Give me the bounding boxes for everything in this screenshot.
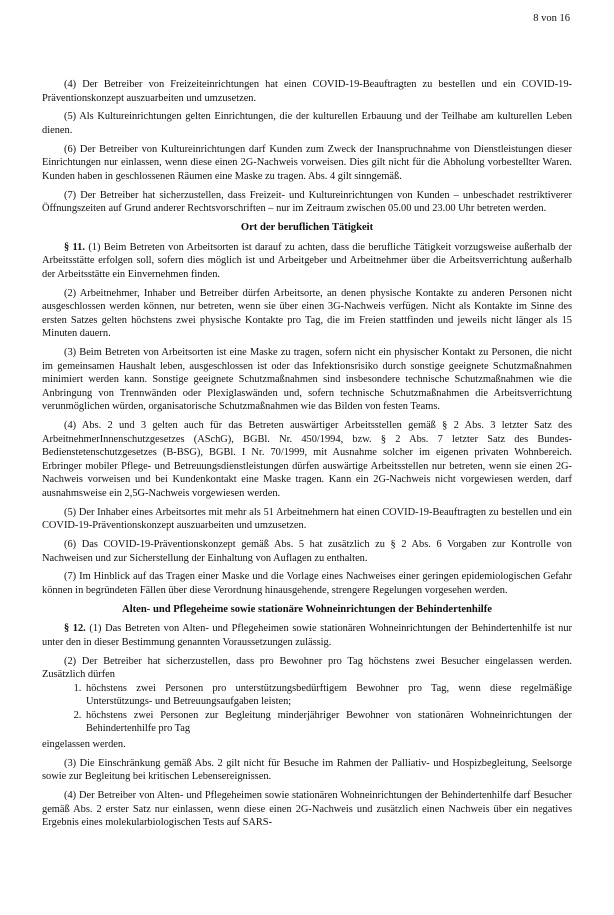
section-heading: Ort der beruflichen Tätigkeit [240, 222, 374, 234]
paragraph: (3) Beim Betreten von Arbeitsorten ist eine Maske zu tragen, sofern nicht ein physischer Kontakt zu Personen, die nicht im gemeinsamen Haushalt leben, ausgeschlossen ist oder das Infektionsrisiko durch sonstige geeignete Schutzmaßnahmen minimiert werden kann. Sonstige geeignete Schutzmaßnahmen sind insbesondere technische Schutzmaßnahmen wie die Anbringung von Trennwänden oder Plexiglaswänden und, sofern technische Schutzmaßnahmen die Arbeitsverrichtung verunmöglichen würden, organisatorische Schutzmaßnahmen wie das Bilden von festen Teams. [42, 347, 572, 413]
paragraph: (6) Das COVID-19-Präventionskonzept gemäß Abs. 5 hat zusätzlich zu § 2 Abs. 6 Vorgaben zur Kontrolle von Nachweisen und zur Sicherstellung der Einhaltung von Auflagen zu enthalten. [42, 539, 572, 564]
list-item: 1. höchstens zwei Personen pro unterstützungsbedürftigem Bewohner pro Tag, wenn diese regelmäßige Unterstützungs- und Betreuungsaufgaben leisten; [84, 682, 572, 709]
section-heading: Alten- und Pflegeheime sowie stationäre Wohneinrichtungen der Behindertenhilfe [122, 603, 492, 615]
paragraph: (4) Der Betreiber von Freizeiteinrichtungen hat einen COVID-19-Beauftragten zu bestellen und ein COVID-19-Präventionskonzept auszuarbeiten und umzusetzen. [42, 79, 572, 104]
paragraph: (7) Der Betreiber hat sicherzustellen, dass Freizeit- und Kultureinrichtungen von Kunden – unbeschadet restriktiverer Öffnungszeiten auf Grund anderer Rechtsvorschriften – nur im Zeitraum zwischen 05.00 und 23.00 Uhr betreten werden. [42, 189, 572, 215]
document-body [42, 78, 572, 835]
paragraph-text: (1) Das Betreten von Alten- und Pflegeheimen sowie stationären Wohneinrichtungen der Behindertenhilfe ist nur unter den in dieser Bestimmung genannten Voraussetzungen zulässig. [42, 623, 573, 648]
paragraph: (5) Der Inhaber eines Arbeitsortes mit mehr als 51 Arbeitnehmern hat einen COVID-19-Beauftragten zu bestellen und ein COVID-19-Präventionskonzept auszuarbeiten und umzusetzen. [42, 506, 572, 532]
paragraph: (3) Die Einschränkung gemäß Abs. 2 gilt nicht für Besuche im Rahmen der Palliativ- und Hospizbegleitung, Seelsorge sowie zur Begleitung bei kritischen Lebensereignissen. [42, 757, 572, 783]
list-item: 2. höchstens zwei Personen zur Begleitung minderjähriger Bewohner von stationären Wohneinrichtungen der Behindertenhilfe pro Tag [84, 709, 572, 736]
paragraph: eingelassen werden. [42, 738, 126, 750]
paragraph: (7) Im Hinblick auf das Tragen einer Maske und die Vorlage eines Nachweises einer geringen epidemiologischen Gefahr können in begründeten Fällen über diese Verordnung hinausgehende, strengere Regelungen vorgesehen werden. [42, 571, 572, 596]
paragraph-text: (1) Beim Betreten von Arbeitsorten ist darauf zu achten, dass die berufliche Tätigkeit vorzugsweise außerhalb der Arbeitsstätte erfolgen soll, sofern dies möglich ist und Arbeitgeber und Arbeitnehmer über die Arbeitsverrichtung außerhalb der Arbeitsstätte ein Einvernehmen finden. [42, 241, 572, 280]
paragraph: (2) Arbeitnehmer, Inhaber und Betreiber dürfen Arbeitsorte, an denen physische Kontakte zu anderen Personen nicht ausgeschlossen werden können, nur betreten, wenn sie über einen 3G-Nachweis verfügen. Nicht als Kontakte im Sinne des ersten Satzes gelten höchstens zwei physische Kontakte pro Tag, die im Freien stattfinden und jeweils nicht länger als 15 Minuten dauern. [42, 287, 572, 340]
section-label: § 12. [64, 623, 86, 635]
section-label: § 11. [64, 241, 85, 253]
paragraph: (4) Abs. 2 und 3 gelten auch für das Betreten auswärtiger Arbeitsstellen gemäß § 2 Abs. 3 letzter Satz des ArbeitnehmerInnenschutzgesetzes (ASchG), BGBl. Nr. 450/1994, bzw. § 2 Abs. 7 letzter Satz des Bundes-Bedienstetenschutzgesetzes (B-BSG), BGBl. I Nr. 70/1999, mit Ausnahme solcher im eigenen privaten Wohnbereich. Erbringer mobiler Pflege- und Betreuungsdienstleistungen dürfen auswärtige Arbeitsstellen nur betreten, wenn sie einen 2G-Nachweis vorweisen und bei Kundenkontakt eine Maske tragen. Kann ein 2G-Nachweis nicht vorgewiesen werden, darf ausnahmsweise ein 2,5G-Nachweis vorgewiesen werden. [42, 420, 572, 499]
paragraph: (6) Der Betreiber von Kultureinrichtungen darf Kunden zum Zweck der Inanspruchnahme von Dienstleistungen dieser Einrichtungen nur einlassen, wenn diese einen 2G-Nachweis vorweisen. Dies gilt nicht für die Abholung vorbestellter Waren. Kunden haben in geschlossenen Räumen eine Maske zu tragen. Abs. 4 gilt sinngemäß. [42, 143, 572, 182]
section-12-intro [42, 622, 572, 649]
page-number: 8 von 16 [533, 13, 570, 24]
numbered-list [42, 682, 572, 736]
section-11-intro [42, 241, 572, 282]
paragraph: (5) Als Kultureinrichtungen gelten Einrichtungen, die der kulturellen Erbauung und der Teilhabe am kulturellen Leben dienen. [42, 111, 572, 136]
paragraph: (2) Der Betreiber hat sicherzustellen, dass pro Bewohner pro Tag höchstens zwei Besucher eingelassen werden. Zusätzlich dürfen [42, 655, 572, 681]
paragraph: (4) Der Betreiber von Alten- und Pflegeheimen sowie stationären Wohneinrichtungen der Behindertenhilfe darf Besucher gemäß Abs. 2 erster Satz nur einlassen, wenn diese einen 2G-Nachweis und zusätzlich einen Nachweis über ein negatives Ergebnis eines molekularbiologischen Tests auf SARS- [42, 790, 572, 829]
